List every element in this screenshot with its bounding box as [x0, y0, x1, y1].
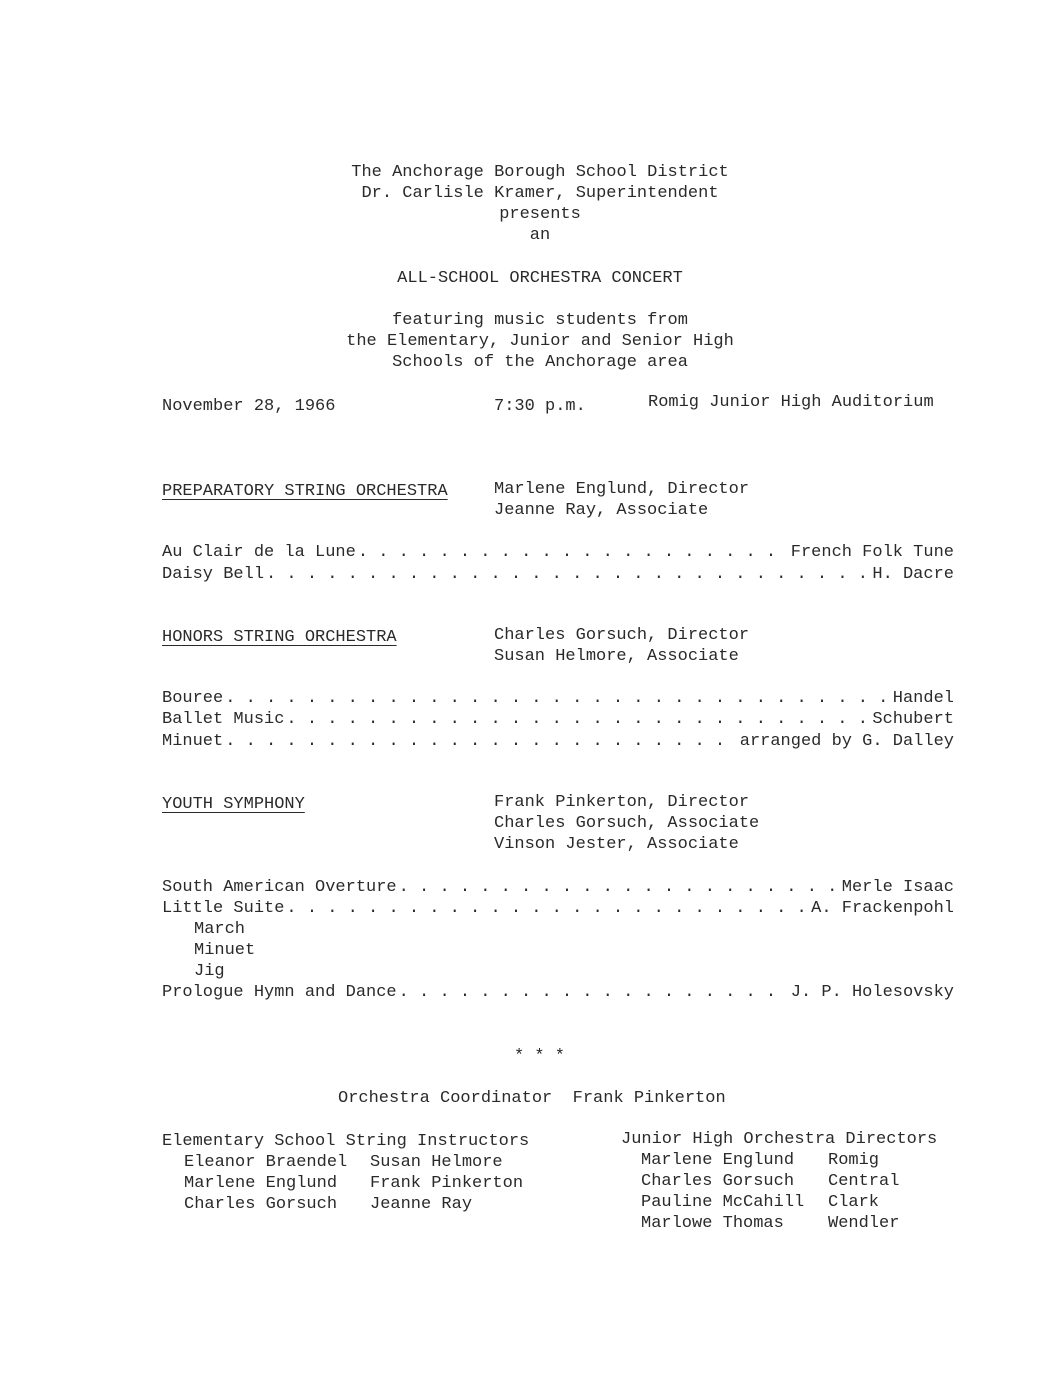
program-item	[162, 564, 954, 585]
school-name: Wendler	[828, 1214, 900, 1233]
piece-composer: A. Frackenpohl	[811, 899, 954, 918]
leader-dots	[286, 898, 809, 919]
program-item	[162, 688, 954, 709]
piece-title: Little Suite	[162, 899, 285, 918]
piece-title: Au Clair de la Lune	[162, 543, 356, 562]
preparatory-director: Marlene Englund, Director	[494, 480, 750, 499]
presents-text: presents	[499, 205, 581, 224]
featuring-line-3: Schools of the Anchorage area	[392, 353, 688, 372]
program-item	[162, 877, 954, 898]
piece-title: Daisy Bell	[162, 565, 265, 584]
piece-composer: H. Dacre	[872, 565, 954, 584]
instructor-name: Susan Helmore	[370, 1153, 503, 1172]
leader-dots	[399, 877, 840, 898]
piece-title: Ballet Music	[162, 710, 285, 729]
honors-director: Charles Gorsuch, Director	[494, 626, 750, 645]
piece-composer: arranged by G. Dalley	[739, 732, 954, 751]
preparatory-orchestra-name: PREPARATORY STRING ORCHESTRA	[162, 482, 448, 501]
program-item	[162, 898, 954, 919]
piece-composer: Handel	[892, 689, 954, 708]
featuring-line-2: the Elementary, Junior and Senior High	[346, 332, 734, 351]
youth-symphony-name: YOUTH SYMPHONY	[162, 795, 305, 814]
leader-dots	[358, 542, 789, 563]
an-text: an	[529, 226, 551, 245]
director-name: Pauline McCahill	[641, 1193, 805, 1212]
piece-composer: J. P. Holesovsky	[790, 983, 954, 1002]
school-name: Clark	[828, 1193, 880, 1212]
school-name: Romig	[828, 1151, 880, 1170]
section-separator: * * *	[514, 1047, 566, 1066]
piece-title: Prologue Hymn and Dance	[162, 983, 397, 1002]
leader-dots	[266, 564, 870, 585]
district-name: The Anchorage Borough School District	[351, 163, 729, 182]
elementary-instructors-heading: Elementary School String Instructors	[162, 1132, 530, 1151]
concert-venue: Romig Junior High Auditorium	[648, 393, 934, 412]
leader-dots	[399, 982, 789, 1003]
piece-title: Bouree	[162, 689, 224, 708]
leader-dots	[286, 709, 870, 730]
youth-director: Frank Pinkerton, Director	[494, 793, 750, 812]
instructor-name: Eleanor Braendel	[184, 1153, 348, 1172]
superintendent: Dr. Carlisle Kramer, Superintendent	[361, 184, 719, 203]
piece-composer: French Folk Tune	[790, 543, 954, 562]
suite-movement: Jig	[194, 962, 225, 981]
director-name: Marlowe Thomas	[641, 1214, 784, 1233]
instructor-name: Charles Gorsuch	[184, 1195, 338, 1214]
school-name: Central	[828, 1172, 900, 1191]
instructor-name: Jeanne Ray	[370, 1195, 473, 1214]
suite-movement: March	[194, 920, 246, 939]
piece-composer: Schubert	[872, 710, 954, 729]
honors-associate: Susan Helmore, Associate	[494, 647, 739, 666]
concert-title: ALL-SCHOOL ORCHESTRA CONCERT	[397, 269, 683, 288]
leader-dots	[225, 688, 891, 709]
featuring-block	[0, 310, 1059, 373]
honors-orchestra-name: HONORS STRING ORCHESTRA	[162, 628, 397, 647]
youth-associate-2: Vinson Jester, Associate	[494, 835, 739, 854]
program-item	[162, 731, 954, 752]
leader-dots	[225, 731, 738, 752]
suite-movement: Minuet	[194, 941, 256, 960]
instructor-name: Marlene Englund	[184, 1174, 338, 1193]
concert-date: November 28, 1966	[162, 397, 336, 416]
director-name: Marlene Englund	[641, 1151, 795, 1170]
youth-associate-1: Charles Gorsuch, Associate	[494, 814, 760, 833]
piece-title: Minuet	[162, 732, 224, 751]
program-item	[162, 982, 954, 1003]
orchestra-coordinator: Orchestra Coordinator Frank Pinkerton	[338, 1089, 726, 1108]
program-item	[162, 542, 954, 563]
program-item	[162, 709, 954, 730]
preparatory-associate: Jeanne Ray, Associate	[494, 501, 709, 520]
program-header	[0, 162, 1059, 246]
instructor-name: Frank Pinkerton	[370, 1174, 524, 1193]
concert-title-block	[0, 268, 1059, 289]
featuring-line-1: featuring music students from	[392, 311, 688, 330]
piece-title: South American Overture	[162, 878, 397, 897]
junior-high-directors-heading: Junior High Orchestra Directors	[621, 1130, 938, 1149]
concert-time: 7:30 p.m.	[494, 397, 586, 416]
piece-composer: Merle Isaac	[841, 878, 954, 897]
director-name: Charles Gorsuch	[641, 1172, 795, 1191]
